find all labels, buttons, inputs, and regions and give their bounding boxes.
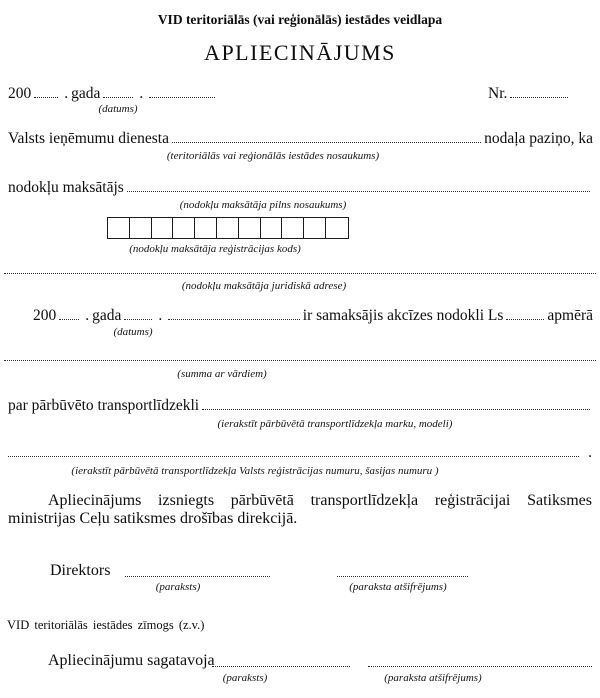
reg-code-cell — [217, 218, 239, 238]
prepared-by-signature-blank — [212, 652, 350, 667]
number-line — [488, 85, 572, 103]
date-day-blank — [34, 97, 58, 98]
sum-words-caption: (summa ar vārdiem) — [177, 368, 267, 380]
institution-prefix: Valsts ieņēmumu dienesta — [8, 130, 169, 147]
year-prefix: 200 — [33, 307, 57, 324]
year-prefix: 200 — [8, 85, 32, 102]
reg-code-cell — [173, 218, 195, 238]
payment-line — [33, 307, 593, 325]
address-blank — [4, 260, 596, 274]
date-month-blank — [103, 97, 133, 98]
statement-line-1: Apliecinājums izsniegts pārbūvētā transportlīdzekļa reģistrācijai Satiksmes — [48, 492, 592, 509]
prepared-by-signature-caption: (paraksts) — [222, 672, 268, 684]
gada-label: gada — [71, 85, 101, 102]
vehicle-line — [8, 397, 593, 415]
form-type-heading: VID teritoriālās (vai reģionālās) iestādes veidlapa — [157, 12, 443, 27]
reg-code-cell — [130, 218, 152, 238]
pay-date-rest-blank — [168, 319, 300, 320]
dot-separator: . — [158, 307, 163, 324]
document-title: APLIECINĀJUMS — [204, 40, 396, 65]
vehicle-caption: (ierakstīt pārbūvētā transportlīdzekļa marku, modeli) — [217, 418, 453, 430]
prepared-by-name-caption: (paraksta atšifrējums) — [384, 672, 482, 684]
reg-code-cell — [304, 218, 326, 238]
director-label: Direktors — [50, 562, 111, 579]
institution-caption: (teritoriālās vai reģionālās iestādes nosaukums) — [166, 150, 380, 162]
amount-blank — [506, 319, 544, 320]
director-name-caption: (paraksta atšifrējums) — [349, 581, 447, 593]
payment-date-caption: (datums) — [113, 326, 153, 338]
number-label: Nr. — [488, 85, 508, 102]
director-signature-blank — [125, 562, 270, 577]
statement-paragraph — [8, 492, 592, 527]
director-name-blank — [337, 562, 468, 577]
taxpayer-prefix: nodokļu maksātājs — [8, 179, 124, 196]
reg-code-cell — [261, 218, 283, 238]
vehicle-reg-blank — [8, 456, 579, 457]
date-caption: (datums) — [98, 103, 138, 115]
prepared-by-name-blank — [368, 652, 592, 667]
pay-date-day-blank — [59, 319, 79, 320]
address-caption: (nodokļu maksātāja juridiskā adrese) — [181, 280, 347, 292]
stamp-note: VID teritoriālās iestādes zīmogs (z.v.) — [7, 618, 205, 632]
payment-suffix: apmērā — [547, 307, 593, 324]
trailing-period: . — [588, 444, 592, 461]
reg-code-caption: (nodokļu maksātāja reģistrācijas kods) — [129, 243, 301, 255]
dot-separator: . — [139, 85, 144, 102]
reg-code-cell — [195, 218, 217, 238]
taxpayer-name-blank — [127, 191, 590, 192]
reg-code-cell — [326, 218, 348, 238]
institution-line — [8, 130, 593, 148]
prepared-by-label: Apliecinājumu sagatavoja — [48, 652, 215, 669]
vehicle-prefix: par pārbūvēto transportlīdzekli — [8, 397, 200, 414]
date-rest-blank — [149, 97, 215, 98]
paid-text: ir samaksājis akcīzes nodokli Ls — [302, 307, 504, 324]
sum-words-blank — [4, 347, 596, 361]
reg-code-cell — [108, 218, 130, 238]
vehicle-reg-caption: (ierakstīt pārbūvētā transportlīdzekļa Valsts reģistrācijas numuru, šasijas numuru ) — [71, 465, 439, 477]
gada-label: gada — [92, 307, 122, 324]
dot-separator: . — [85, 307, 90, 324]
institution-name-blank — [172, 142, 481, 143]
institution-suffix: nodaļa paziņo, ka — [484, 130, 593, 147]
taxpayer-caption: (nodokļu maksātāja pilns nosaukums) — [179, 199, 347, 211]
director-signature-caption: (paraksts) — [155, 581, 201, 593]
number-blank — [510, 97, 568, 98]
dot-separator: . — [64, 85, 69, 102]
pay-date-month-blank — [124, 319, 152, 320]
date-line-top — [8, 85, 218, 103]
vehicle-model-blank — [202, 409, 590, 410]
reg-code-cell — [239, 218, 261, 238]
reg-code-cell — [152, 218, 174, 238]
vehicle-reg-line — [5, 444, 595, 462]
statement-line-2: ministrijas Ceļu satiksmes drošības direkcijā. — [8, 509, 298, 527]
reg-code-cell — [282, 218, 304, 238]
reg-code-boxes — [107, 217, 349, 239]
taxpayer-line — [8, 179, 593, 197]
